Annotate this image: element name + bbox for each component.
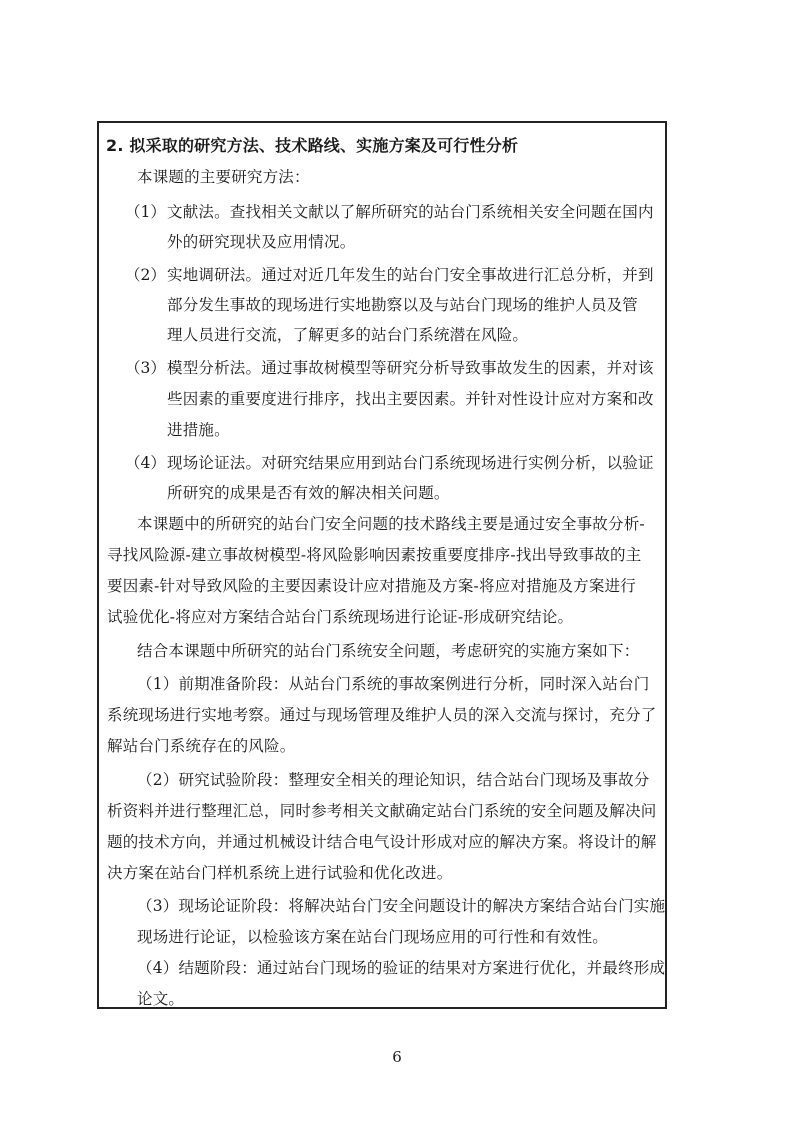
route-line: 寻找风险源-建立事故树模型-将风险影响因素按重要度排序-找出导致事故的主 [107,546,642,564]
phase-line: （4）结题阶段：通过站台门现场的验证的结果对方案进行优化，并最终形成 [137,959,666,977]
phase-line: 论文。 [137,990,185,1008]
method-line: 现场论证法。对研究结果应用到站台门系统现场进行实例分析，以验证 [167,454,654,472]
method-line: 部分发生事故的现场进行实地勘察以及与站台门现场的维护人员及管 [167,296,639,314]
methods-intro: 本课题的主要研究方法： [137,168,310,186]
section-heading: 2. 拟采取的研究方法、技术路线、实施方案及可行性分析 [106,136,519,155]
method-line: 些因素的重要度进行排序，找出主要因素。并针对性设计应对方案和改 [167,390,654,408]
method-number: （1） [125,203,166,221]
plan-intro: 结合本课题中所研究的站台门系统安全问题，考虑研究的实施方案如下： [137,642,640,660]
method-number: （4） [125,454,166,472]
phase-line: （1）前期准备阶段：从站台门系统的事故案例进行分析，同时深入站台门 [137,675,650,693]
method-line: 外的研究现状及应用情况。 [167,233,356,251]
method-line: 所研究的成果是否有效的解决相关问题。 [167,484,450,502]
phase-line: 题的技术方向，并通过机械设计结合电气设计形成对应的解决方案。将设计的解 [107,833,657,851]
route-line: 要因素-针对导致风险的主要因素设计应对措施及方案-将应对措施及方案进行 [107,577,636,595]
method-number: （2） [125,266,166,284]
method-line: 进措施。 [167,421,230,439]
phase-line: 系统现场进行实地考察。通过与现场管理及维护人员的深入交流与探讨，充分了 [107,706,657,724]
phase-line: 解站台门系统存在的风险。 [107,737,296,755]
method-line: 实地调研法。通过对近几年发生的站台门安全事故进行汇总分析，并到 [167,266,654,284]
method-line: 理人员进行交流，了解更多的站台门系统潜在风险。 [167,326,529,344]
phase-line: （3）现场论证阶段：将解决站台门安全问题设计的解决方案结合站台门实施 [137,897,666,915]
phase-line: 决方案在站台门样机系统上进行试验和优化改进。 [107,864,453,882]
route-line: 试验优化-将应对方案结合站台门系统现场进行论证-形成研究结论。 [107,608,574,626]
method-line: 模型分析法。通过事故树模型等研究分析导致事故发生的因素，并对该 [167,359,654,377]
phase-line: 析资料并进行整理汇总，同时参考相关文献确定站台门系统的安全问题及解决问 [107,802,657,820]
phase-line: 现场进行论证，以检验该方案在站台门现场应用的可行性和有效性。 [137,928,609,946]
method-number: （3） [125,359,166,377]
phase-line: （2）研究试验阶段：整理安全相关的理论知识，结合站台门现场及事故分 [137,771,650,789]
route-line: 本课题中的所研究的站台门安全问题的技术路线主要是通过安全事故分析- [137,515,645,533]
method-line: 文献法。查找相关文献以了解所研究的站台门系统相关安全问题在国内 [167,203,654,221]
page-number: 6 [392,1048,402,1066]
